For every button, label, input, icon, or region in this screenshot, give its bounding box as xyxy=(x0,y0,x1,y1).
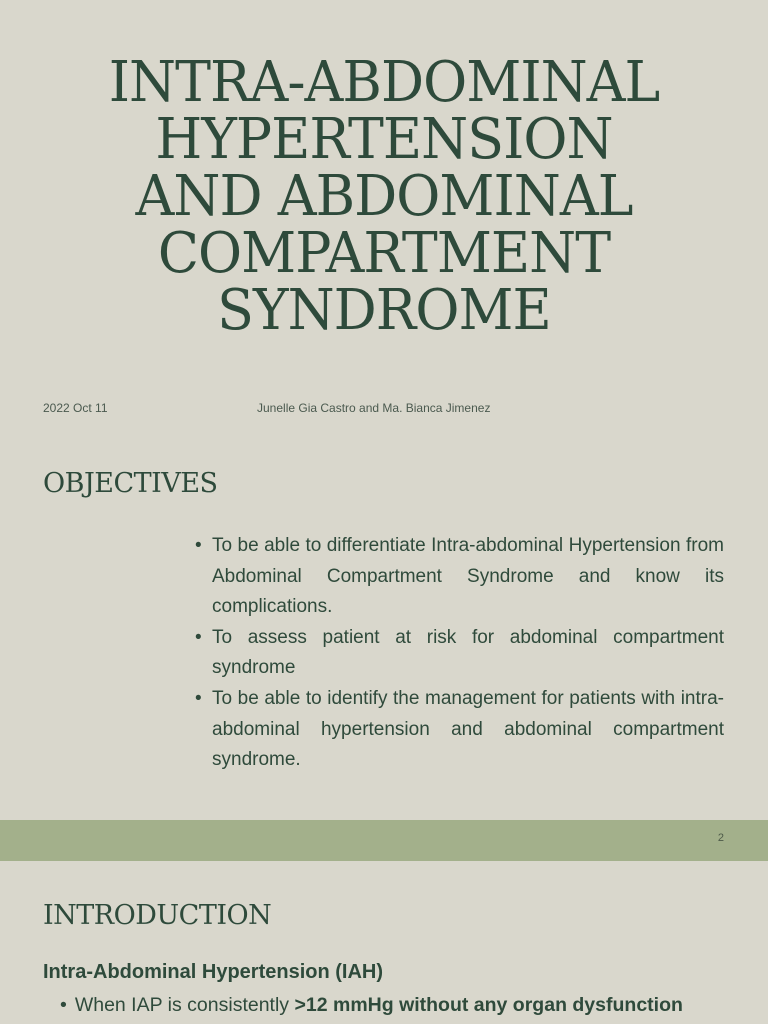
objective-item xyxy=(195,531,724,623)
objective-item xyxy=(195,684,724,776)
title-line: HYPERTENSION xyxy=(155,107,613,172)
objective-text: To assess patient at risk for abdominal compartment syndrome xyxy=(212,626,724,679)
introduction-bullet-bold: >12 mmHg without any organ dysfunction xyxy=(294,994,683,1016)
authors-label: Junelle Gia Castro and Ma. Bianca Jimenez xyxy=(257,401,491,415)
introduction-heading: INTRODUCTION xyxy=(43,900,272,931)
page-number: 2 xyxy=(717,832,724,844)
bullet-icon: • xyxy=(195,626,202,648)
introduction-bullet-text: When IAP is consistently xyxy=(74,994,295,1016)
bullet-icon: • xyxy=(195,687,202,709)
objectives-heading: OBJECTIVES xyxy=(43,468,218,499)
slide-footer-band xyxy=(0,820,768,861)
title-line: INTRA-ABDOMINAL xyxy=(108,50,660,115)
title-line: SYNDROME xyxy=(217,278,551,343)
introduction-bullet xyxy=(60,994,683,1017)
objective-item xyxy=(195,623,724,684)
bullet-icon: • xyxy=(195,535,202,556)
introduction-subheading: Intra-Abdominal Hypertension (IAH) xyxy=(43,961,384,983)
objective-text: To be able to identify the management for patients with intra-abdominal hypertension and abdominal compartment syndrome. xyxy=(212,687,724,771)
date-label: 2022 Oct 11 xyxy=(43,401,108,415)
objective-text: To be able to differentiate Intra-abdominal Hypertension from Abdominal Compartment Syndrome and know its complications. xyxy=(212,535,724,618)
title-line: AND ABDOMINAL xyxy=(135,164,633,229)
objectives-list xyxy=(195,531,724,776)
title-line: COMPARTMENT xyxy=(157,221,611,286)
presentation-title xyxy=(54,50,714,343)
bullet-icon: • xyxy=(60,994,67,1016)
